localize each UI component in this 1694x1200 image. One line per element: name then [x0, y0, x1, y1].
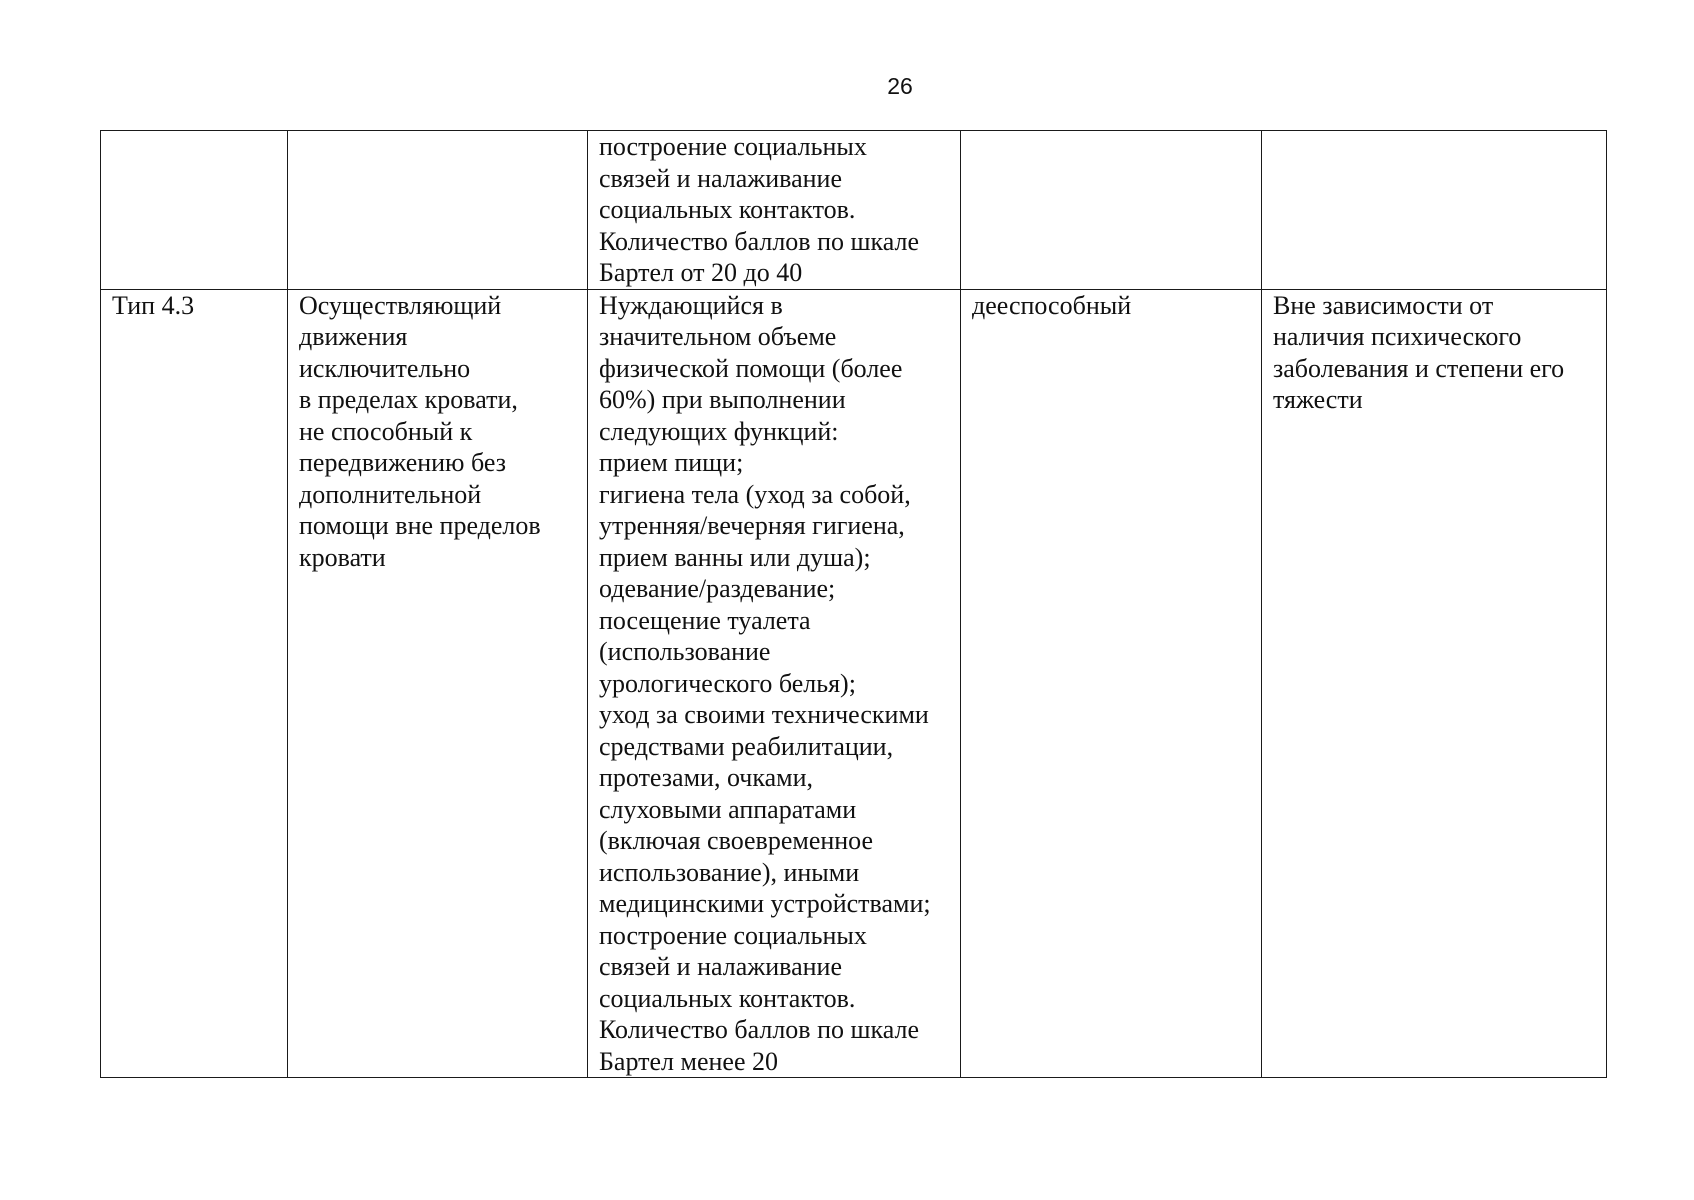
cell-type: Тип 4.3: [101, 289, 288, 1078]
cell-needs: Нуждающийся в значительном объеме физической помощи (более 60%) при выполнении следующих функций: прием пищи; гигиена тела (уход за собой, утренняя/вечерняя гигиена, прием ванны или душа); одевание/раздевание; посещение туалета (использование урологического белья); уход за своими техническими средствами реабилитации, протезами, очками, слуховыми аппаратами (включая своевременное использование), иными медицинскими устройствами; построение социальных связей и налаживание социальных контактов. Количество баллов по шкале Бартел менее 20: [588, 289, 961, 1078]
cell-mental-condition: [1262, 131, 1607, 290]
table-row-type-4-3: [101, 289, 1607, 1078]
cell-type: [101, 131, 288, 290]
cell-mental-condition: Вне зависимости от наличия психического заболевания и степени его тяжести: [1262, 289, 1607, 1078]
page-number: 26: [887, 73, 913, 99]
cell-capacity: дееспособный: [961, 289, 1262, 1078]
cell-capacity: [961, 131, 1262, 290]
cell-movement: Осуществляющий движения исключительно в пределах кровати, не способный к передвижению без дополнительной помощи вне пределов кровати: [288, 289, 588, 1078]
care-type-table: [100, 130, 1607, 1078]
cell-needs: построение социальных связей и налаживание социальных контактов. Количество баллов по шкале Бартел от 20 до 40: [588, 131, 961, 290]
table-row-continued: [101, 131, 1607, 290]
cell-movement: [288, 131, 588, 290]
